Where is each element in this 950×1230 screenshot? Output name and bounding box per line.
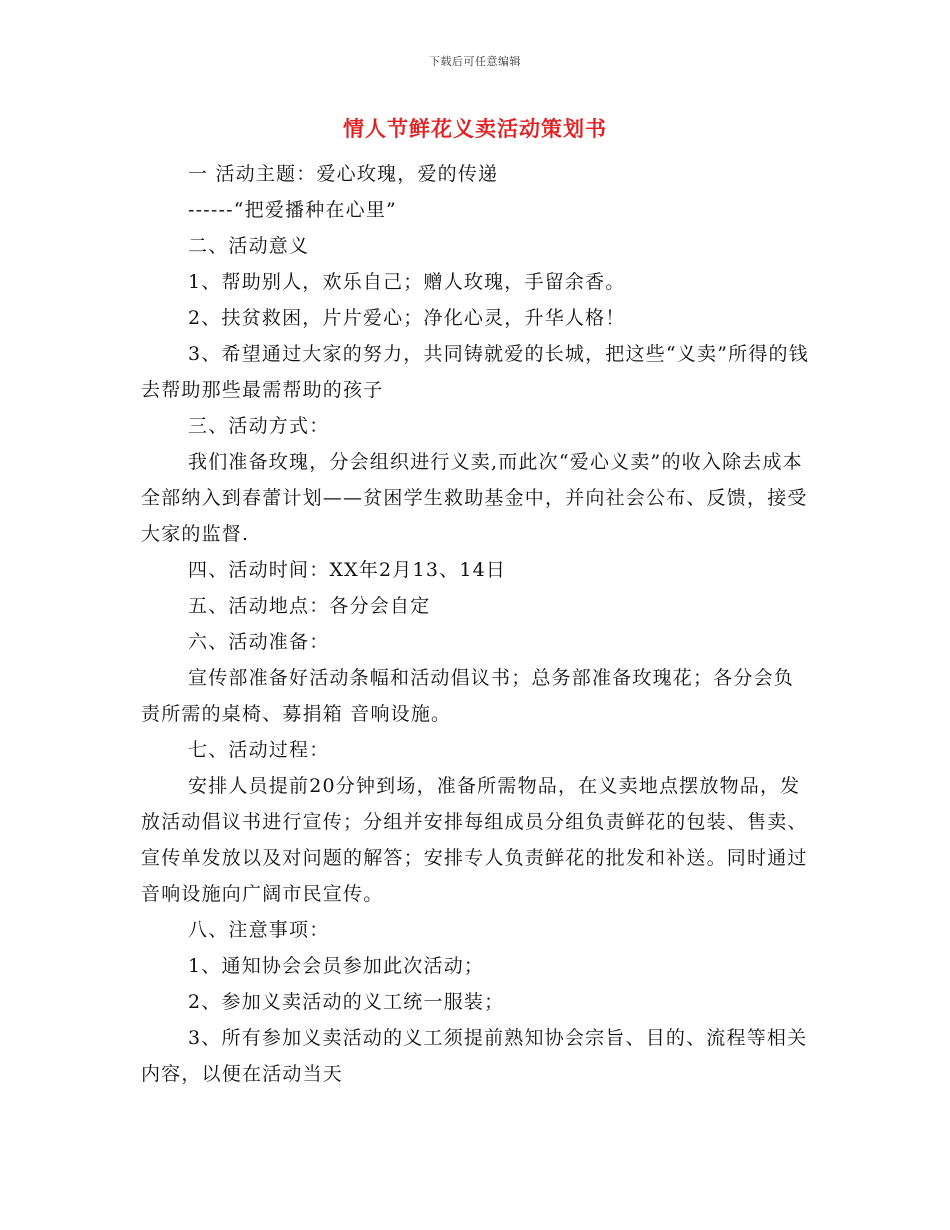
- section-heading-process: 七、活动过程：: [188, 739, 330, 761]
- process-paragraph: 安排人员提前20分钟到场，准备所需物品，在义卖地点摆放物品，发放活动倡议书进行宣传；分组并安排每组成员分组负责鲜花的包装、售卖、宣传单发放以及对问题的解答；安排专人负责鲜花的批发和补送。同时通过音响设施向广阔市民宣传。: [141, 775, 808, 905]
- document-body: [141, 156, 813, 1092]
- significance-item-1: 1、帮助别人，欢乐自己；赠人玫瑰，手留余香。: [188, 271, 626, 293]
- section-theme: 一 活动主题：爱心玫瑰，爱的传递: [188, 163, 499, 185]
- notes-item-1: 1、通知协会会员参加此次活动；: [188, 955, 485, 977]
- theme-slogan: ------“把爱播种在心里”: [188, 199, 397, 221]
- section-heading-significance: 二、活动意义: [188, 235, 310, 257]
- section-heading-notes: 八、注意事项：: [188, 919, 330, 941]
- method-paragraph: 我们准备玫瑰，分会组织进行义卖,而此次“爱心义卖”的收入除去成本全部纳入到春蕾计划——贫困学生救助基金中，并向社会公布、反馈，接受大家的监督.: [141, 451, 808, 545]
- preparation-paragraph: 宣传部准备好活动条幅和活动倡议书；总务部准备玫瑰花；各分会负责所需的桌椅、募捐箱 音响设施。: [141, 667, 795, 725]
- section-time: 四、活动时间：XX年2月13、14日: [188, 559, 507, 581]
- page-title: 情人节鲜花义卖活动策划书: [343, 116, 607, 141]
- section-location: 五、活动地点：各分会自定: [188, 595, 431, 617]
- notes-item-3: 3、所有参加义卖活动的义工须提前熟知协会宗旨、目的、流程等相关内容，以便在活动当天: [141, 1027, 808, 1085]
- significance-item-2: 2、扶贫救困，片片爱心；净化心灵，升华人格！: [188, 307, 626, 329]
- significance-item-3: 3、希望通过大家的努力，共同铸就爱的长城，把这些“义卖”所得的钱去帮助那些最需帮助的孩子: [141, 343, 809, 401]
- section-heading-preparation: 六、活动准备：: [188, 631, 330, 653]
- section-heading-method: 三、活动方式：: [188, 415, 330, 437]
- header-note: 下载后可任意编辑: [429, 55, 521, 68]
- notes-item-2: 2、参加义卖活动的义工统一服装；: [188, 991, 505, 1013]
